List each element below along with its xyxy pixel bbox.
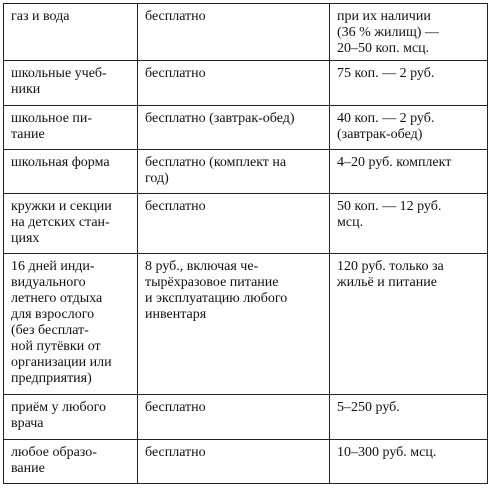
paid-price-cell: 40 коп. — 2 руб. (завтрак-обед) bbox=[330, 106, 488, 150]
item-cell: школьные учеб- ники bbox=[4, 61, 138, 106]
state-price-cell: бесплатно bbox=[138, 440, 330, 484]
table-row bbox=[4, 254, 488, 395]
table-row bbox=[4, 150, 488, 194]
item-cell: школьная форма bbox=[4, 150, 138, 194]
paid-price-cell: 4–20 руб. комплект bbox=[330, 150, 488, 194]
item-cell: кружки и секции на детских стан- циях bbox=[4, 194, 138, 254]
item-cell: любое образо- вание bbox=[4, 440, 138, 484]
state-price-cell: 8 руб., включая че- тырёхразовое питание и эксплуатацию любого инвентаря bbox=[138, 254, 330, 395]
item-cell: приём у любого врача bbox=[4, 395, 138, 440]
state-price-cell: бесплатно (завтрак-обед) bbox=[138, 106, 330, 150]
table-row bbox=[4, 4, 488, 61]
table-row bbox=[4, 395, 488, 440]
state-price-cell: бесплатно bbox=[138, 194, 330, 254]
state-price-cell: бесплатно bbox=[138, 395, 330, 440]
item-cell: газ и вода bbox=[4, 4, 138, 61]
paid-price-cell: при их наличии (36 % жилищ) — 20–50 коп. мсц. bbox=[330, 4, 488, 61]
paid-price-cell: 75 коп. — 2 руб. bbox=[330, 61, 488, 106]
state-price-cell: бесплатно (комплект на год) bbox=[138, 150, 330, 194]
paid-price-cell: 10–300 руб. мсц. bbox=[330, 440, 488, 484]
table-row bbox=[4, 194, 488, 254]
table-row bbox=[4, 106, 488, 150]
paid-price-cell: 50 коп. — 12 руб. мсц. bbox=[330, 194, 488, 254]
state-price-cell: бесплатно bbox=[138, 61, 330, 106]
paid-price-cell: 120 руб. только за жильё и питание bbox=[330, 254, 488, 395]
item-cell: 16 дней инди- видуального летнего отдыха для взрослого (без бесплат- ной путёвки от организации или предприятия) bbox=[4, 254, 138, 395]
table-row bbox=[4, 440, 488, 484]
item-cell: школьное пи- тание bbox=[4, 106, 138, 150]
table-row bbox=[4, 61, 488, 106]
state-price-cell: бесплатно bbox=[138, 4, 330, 61]
paid-price-cell: 5–250 руб. bbox=[330, 395, 488, 440]
price-comparison-table bbox=[3, 3, 488, 484]
